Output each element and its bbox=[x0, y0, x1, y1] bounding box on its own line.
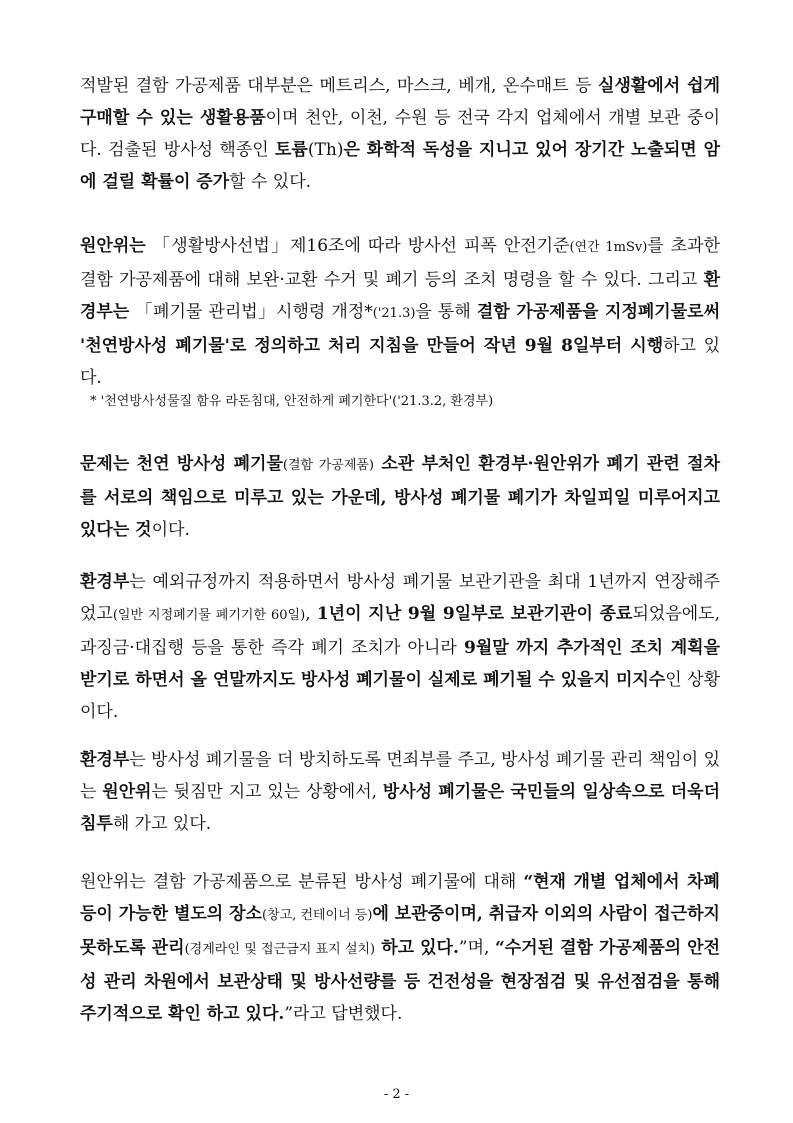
paragraph-5 bbox=[80, 744, 720, 840]
text-run: 실생활에서 쉽게 구매할 수 있는 생활용품 bbox=[80, 76, 720, 128]
text-run: ('21.3) bbox=[372, 306, 416, 321]
text-run: 9월말 까지 추가적인 조치 계획을 받기로 하면서 올 연말까지도 방사성 폐기물이 실제로 폐기될 수 있을지 미지수 bbox=[80, 638, 721, 690]
text-run: 토륨 bbox=[275, 140, 308, 160]
text-run: (일반 지정폐기물 폐기기한 60일) bbox=[112, 608, 306, 623]
text-run: 「폐기물 관리법」시행령 개정* bbox=[129, 302, 373, 322]
footnote: * '천연방사성물질 함유 라돈침대, 안전하게 폐기한다'('21.3.2, 환경부) bbox=[90, 394, 494, 409]
text-run: 원안위는 결함 가공제품으로 분류된 방사성 폐기물에 대해 bbox=[80, 872, 524, 892]
paragraph-3 bbox=[80, 448, 720, 546]
text-run: 되었음에도, 과징금·대집행 등을 통한 즉각 폐기 조치가 아니라 bbox=[80, 604, 720, 658]
text-run: 환경부 bbox=[80, 750, 130, 770]
page-number: - 2 - bbox=[383, 1087, 410, 1102]
text-run: 해 가고 있다. bbox=[112, 814, 212, 834]
text-run: 인 상황이다. bbox=[80, 670, 721, 722]
text-run: 할 수 있다. bbox=[229, 172, 312, 192]
text-run: 소관 부처인 환경부·원안위가 폐기 관련 절차를 서로의 책임으로 미루고 있는 가운데, 방사성 폐기물 폐기가 차일피일 미루어지고 있다는 것 bbox=[80, 454, 721, 540]
text-run: “현재 개별 업체에서 차폐 등이 가능한 별도의 장소 bbox=[80, 872, 720, 924]
text-run: (Th) bbox=[307, 140, 344, 160]
text-run: 에 보관중이며, 취급자 이외의 사람이 접근하지 못하도록 관리 bbox=[80, 904, 720, 958]
text-run: 하고 있다. bbox=[375, 938, 459, 958]
text-run: 환경부는 bbox=[80, 270, 720, 322]
text-run: ”며, bbox=[458, 938, 495, 958]
text-run: (창고, 컨테이너 등) bbox=[261, 908, 373, 923]
text-run: 는 방사성 폐기물을 더 방치하도록 면죄부를 주고, 방사성 폐기물 관리 책임이 있는 bbox=[80, 750, 720, 802]
text-run: 를 초과한 결함 가공제품에 대해 보완·교환 수거 및 폐기 등의 조치 명령을 할 수 있다. 그리고 bbox=[80, 236, 720, 290]
text-run: 이며 천안, 이천, 수원 등 전국 각지 업체에서 개별 보관 중이다. 검출된 방사성 핵종인 bbox=[80, 108, 720, 160]
paragraph-1 bbox=[80, 70, 720, 198]
text-run: (경계라인 및 접근금지 표지 설치) bbox=[184, 942, 376, 957]
text-run: “수거된 결함 가공제품의 안전성 관리 차원에서 보관상태 및 방사선량를 등 건전성을 현장점검 및 유선점검을 통해 주기적으로 확인 하고 있다. bbox=[80, 938, 721, 1024]
paragraph-2 bbox=[80, 230, 720, 394]
text-run: 환경부 bbox=[80, 572, 130, 592]
text-run: 는 뒷짐만 지고 있는 상황에서, bbox=[151, 782, 383, 802]
text-run: 는 예외규정까지 적용하면서 방사성 폐기물 보관기관을 최대 1년까지 연장해주었고 bbox=[80, 572, 720, 624]
text-run: 적발된 결함 가공제품 대부분은 메트리스, 마스크, 베개, 온수매트 등 bbox=[80, 76, 599, 96]
text-run: (결함 가공제품) bbox=[282, 458, 375, 473]
paragraph-4 bbox=[80, 566, 720, 728]
text-run: 을 통해 bbox=[415, 302, 477, 322]
text-run: , bbox=[305, 604, 317, 624]
text-run: 원안위는 bbox=[80, 236, 146, 256]
text-run: 1년이 지난 9월 9일부로 보관기관이 종료 bbox=[316, 604, 633, 624]
text-run: 「생활방사선법」제16조에 따라 방사선 피폭 안전기준 bbox=[145, 236, 570, 256]
text-run: 은 화학적 독성을 지니고 있어 장기간 노출되면 암에 걸릴 확률이 증가 bbox=[80, 140, 720, 192]
text-run: 문제는 천연 방사성 폐기물 bbox=[80, 454, 283, 474]
text-run: 하고 있다. bbox=[80, 336, 721, 388]
text-run: (연간 1mSv) bbox=[569, 240, 648, 255]
text-run: 이다. bbox=[151, 520, 190, 540]
text-run: 결함 가공제품을 지정폐기물로써 '천연방사성 폐기물'로 정의하고 처리 지침을 만들어 작년 9월 8일부터 시행 bbox=[80, 302, 720, 356]
text-run: 방사성 폐기물은 국민들의 일상속으로 더욱더 침투 bbox=[80, 782, 720, 834]
text-run: 원안위 bbox=[102, 782, 152, 802]
text-run: ”라고 답변했다. bbox=[284, 1004, 403, 1024]
paragraph-6 bbox=[80, 866, 720, 1030]
